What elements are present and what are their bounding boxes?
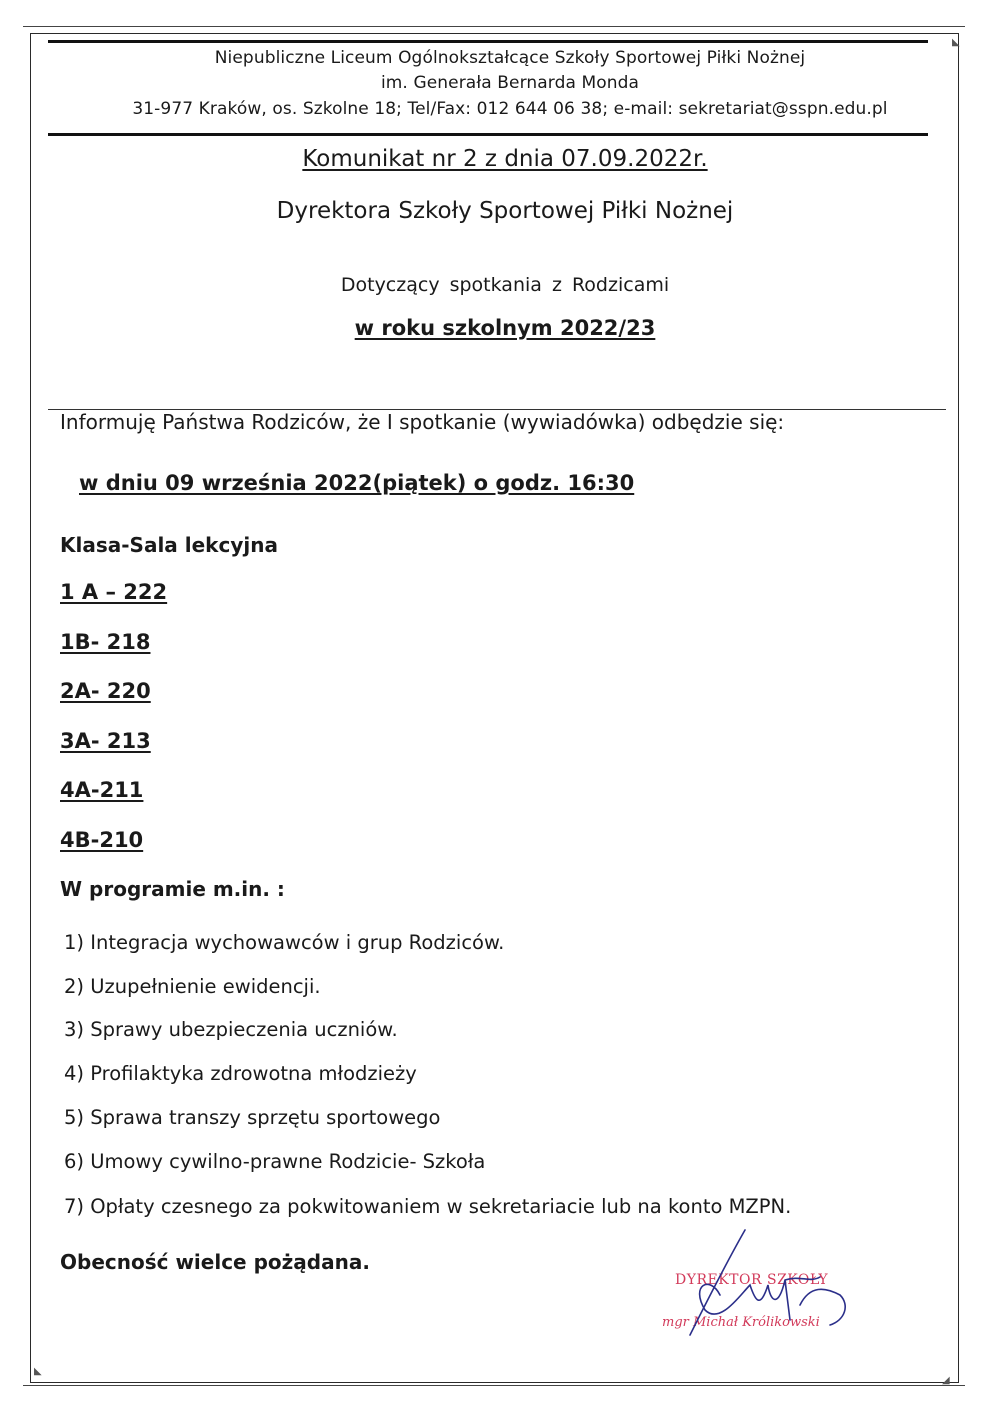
room-entry: 1 A – 222: [60, 580, 168, 604]
header-bottom-rule: [48, 133, 928, 136]
program-item: 6) Umowy cywilno-prawne Rodzicie- Szkoła: [64, 1150, 486, 1173]
corner-mark-icon: ◣: [952, 37, 960, 48]
program-item: 7) Opłaty czesnego za pokwitowaniem w sekretariacie lub na konto MZPN.: [64, 1195, 792, 1218]
program-item: 5) Sprawa transzy sprzętu sportowego: [64, 1106, 441, 1129]
meeting-date: w dniu 09 września 2022(piątek) o godz. 16:30: [79, 471, 635, 495]
stamp-title: DYREKTOR SZKOŁY: [675, 1272, 829, 1288]
school-patron: im. Generała Bernarda Monda: [380, 73, 640, 93]
room-entry: 3A- 213: [60, 729, 151, 753]
stamp-name: mgr Michał Królikowski: [662, 1315, 820, 1330]
corner-mark-icon: ◣: [34, 1366, 42, 1377]
school-contact: 31-977 Kraków, os. Szkolne 18; Tel/Fax: 012 644 06 38; e-mail: sekretariat@sspn.edu.pl: [132, 99, 888, 119]
program-item: 1) Integracja wychowawców i grup Rodziców.: [64, 931, 505, 954]
program-item: 3) Sprawy ubezpieczenia uczniów.: [64, 1018, 398, 1041]
school-year: w roku szkolnym 2022/23: [354, 316, 656, 340]
closing-remark: Obecność wielce pożądana.: [60, 1250, 370, 1274]
room-entry: 2A- 220: [60, 679, 151, 703]
school-name: Niepubliczne Liceum Ogólnokształcące Szkoły Sportowej Piłki Nożnej: [214, 48, 806, 68]
program-item: 4) Profilaktyka zdrowotna młodzieży: [64, 1062, 417, 1085]
program-item: 2) Uzupełnienie ewidencji.: [64, 975, 321, 998]
meeting-info: Informuję Państwa Rodziców, że I spotkanie (wywiadówka) odbędzie się:: [60, 410, 785, 434]
announcement-subject: Dotyczący spotkania z Rodzicami: [340, 274, 670, 296]
class-room-heading: Klasa-Sala lekcyjna: [60, 533, 278, 557]
document-frame: [30, 33, 959, 1383]
room-entry: 4A-211: [60, 778, 144, 802]
header-top-rule: [48, 40, 928, 43]
announcement-issuer: Dyrektora Szkoły Sportowej Piłki Nożnej: [276, 198, 734, 224]
corner-mark-icon: ◢: [942, 1375, 950, 1386]
signature-icon: [650, 1225, 860, 1345]
program-heading: W programie m.in. :: [60, 877, 285, 901]
director-stamp: [650, 1225, 860, 1345]
room-entry: 1B- 218: [60, 630, 151, 654]
room-entry: 4B-210: [60, 828, 144, 852]
announcement-title: Komunikat nr 2 z dnia 07.09.2022r.: [302, 146, 708, 172]
